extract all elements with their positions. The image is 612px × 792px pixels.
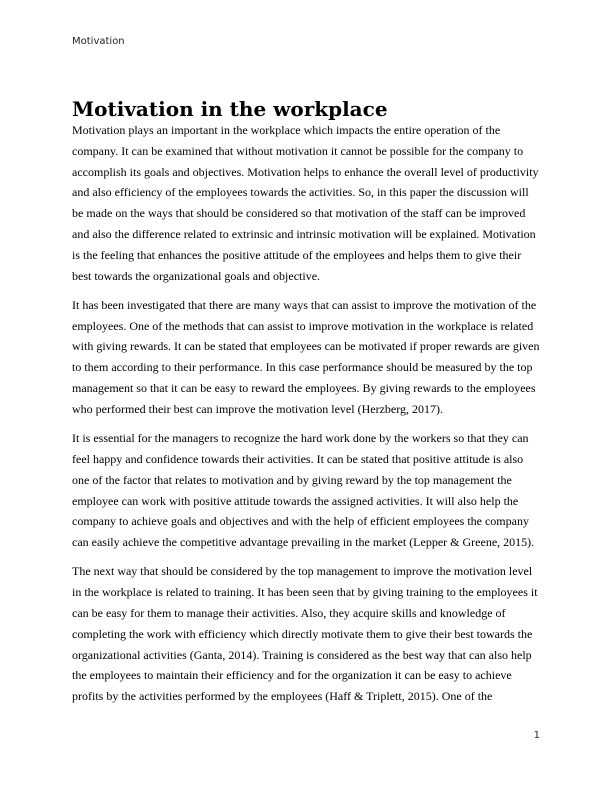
document-title: Motivation in the workplace: [72, 97, 388, 121]
paragraph-4: The next way that should be considered by the top management to improve the motivation level in the workplace is related to training. It has been seen that by giving training to the employees it can be easy for them to manage their activities. Also, they acquire skills and knowledge of completing the work with efficiency which directly motivate them to give their best towards the organizational activities (Ganta, 2014). Training is considered as the best way that can also help the employees to maintain their efficiency and for the organization it can be easy to achieve profits by the activities performed by the employees (Haff & Triplett, 2015). One of the: [72, 564, 538, 704]
document-body: [72, 120, 540, 716]
paragraph-1: Motivation plays an important in the workplace which impacts the entire operation of the company. It can be examined that without motivation it cannot be possible for the company to accomplish its goals and objectives. Motivation helps to enhance the overall level of productivity and also efficiency of the employees towards the activities. So, in this paper the discussion will be made on the ways that should be considered so that motivation of the staff can be improved and also the difference related to extrinsic and intrinsic motivation will be explained. Motivation is the feeling that enhances the positive attitude of the employees and helps them to give their best towards the organizational goals and objective.: [72, 123, 539, 283]
page-number: 1: [533, 730, 540, 741]
paragraph-3: It is essential for the managers to recognize the hard work done by the workers so that they can feel happy and confidence towards their activities. It can be stated that positive attitude is also one of the factor that relates to motivation and by giving reward by the top management the employee can work with positive attitude towards the assigned activities. It will also help the company to achieve goals and objectives and with the help of efficient employees the company can easily achieve the competitive advantage prevailing in the market (Lepper & Greene, 2015).: [72, 431, 535, 550]
paragraph-2: It has been investigated that there are many ways that can assist to improve the motivation of the employees. One of the methods that can assist to improve motivation in the workplace is related with giving rewards. It can be stated that employees can be motivated if proper rewards are given to them according to their performance. In this case performance should be measured by the top management so that it can be easy to reward the employees. By giving rewards to the employees who performed their best can improve the motivation level (Herzberg, 2017).: [72, 297, 540, 416]
running-header: Motivation: [72, 36, 125, 47]
